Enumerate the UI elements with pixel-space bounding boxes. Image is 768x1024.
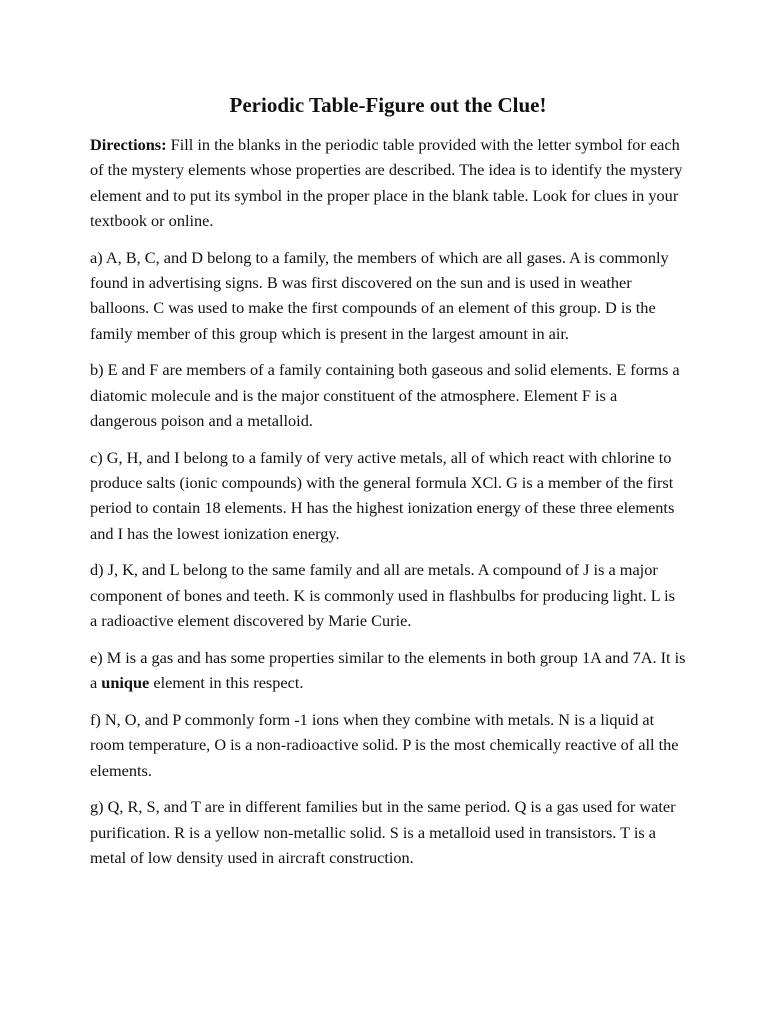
clue-g: g) Q, R, S, and T are in different families but in the same period. Q is a gas used for water purification. R is a yellow non-metallic solid. S is a metalloid used in transistors. T is a metal of low density used in aircraft construction. bbox=[90, 797, 676, 867]
directions-label: Directions: bbox=[90, 135, 167, 154]
clue-d: d) J, K, and L belong to the same family and all are metals. A compound of J is a major component of bones and teeth. K is commonly used in flashbulbs for producing light. L is a radioactive element discovered by Marie Curie. bbox=[90, 560, 675, 631]
clue-c: c) G, H, and I belong to a family of very active metals, all of which react with chlorine to produce salts (ionic compounds) with the general formula XCl. G is a member of the first period to contain 18 elements. H has the highest ionization energy of these three elements and I has the lowest ionization energy. bbox=[90, 447, 675, 543]
page-title: Periodic Table-Figure out the Clue! bbox=[229, 93, 547, 117]
clue-f: f) N, O, and P commonly form -1 ions when they combine with metals. N is a liquid at room temperature, O is a non-radioactive solid. P is the most chemically reactive of all the elements. bbox=[90, 709, 679, 780]
clue-a: a) A, B, C, and D belong to a family, the members of which are all gases. A is commonly found in advertising signs. B was first discovered on the sun and is used in weather balloons. C was used to make the first compounds of an element of this group. D is the family member of this group which is present in the largest amount in air. bbox=[90, 247, 669, 343]
directions-text: Fill in the blanks in the periodic table provided with the letter symbol for each of the mystery elements whose properties are described. The idea is to identify the mystery element and to put its symbol in the proper place in the blank table. Look for clues in your textbook or online. bbox=[90, 135, 683, 230]
clue-b: b) E and F are members of a family containing both gaseous and solid elements. E forms a diatomic molecule and is the major constituent of the atmosphere. Element F is a dangerous poison and a metalloid. bbox=[90, 360, 680, 430]
clue-e-text-start: e) M is a gas and has some properties similar to the elements in both group 1A and 7A. It is a bbox=[90, 647, 686, 693]
directions-paragraph bbox=[90, 132, 686, 233]
clue-e-text-end: element in this respect. bbox=[149, 673, 304, 693]
clue-e-emphasis: unique bbox=[101, 673, 150, 693]
clue-e bbox=[90, 645, 686, 696]
